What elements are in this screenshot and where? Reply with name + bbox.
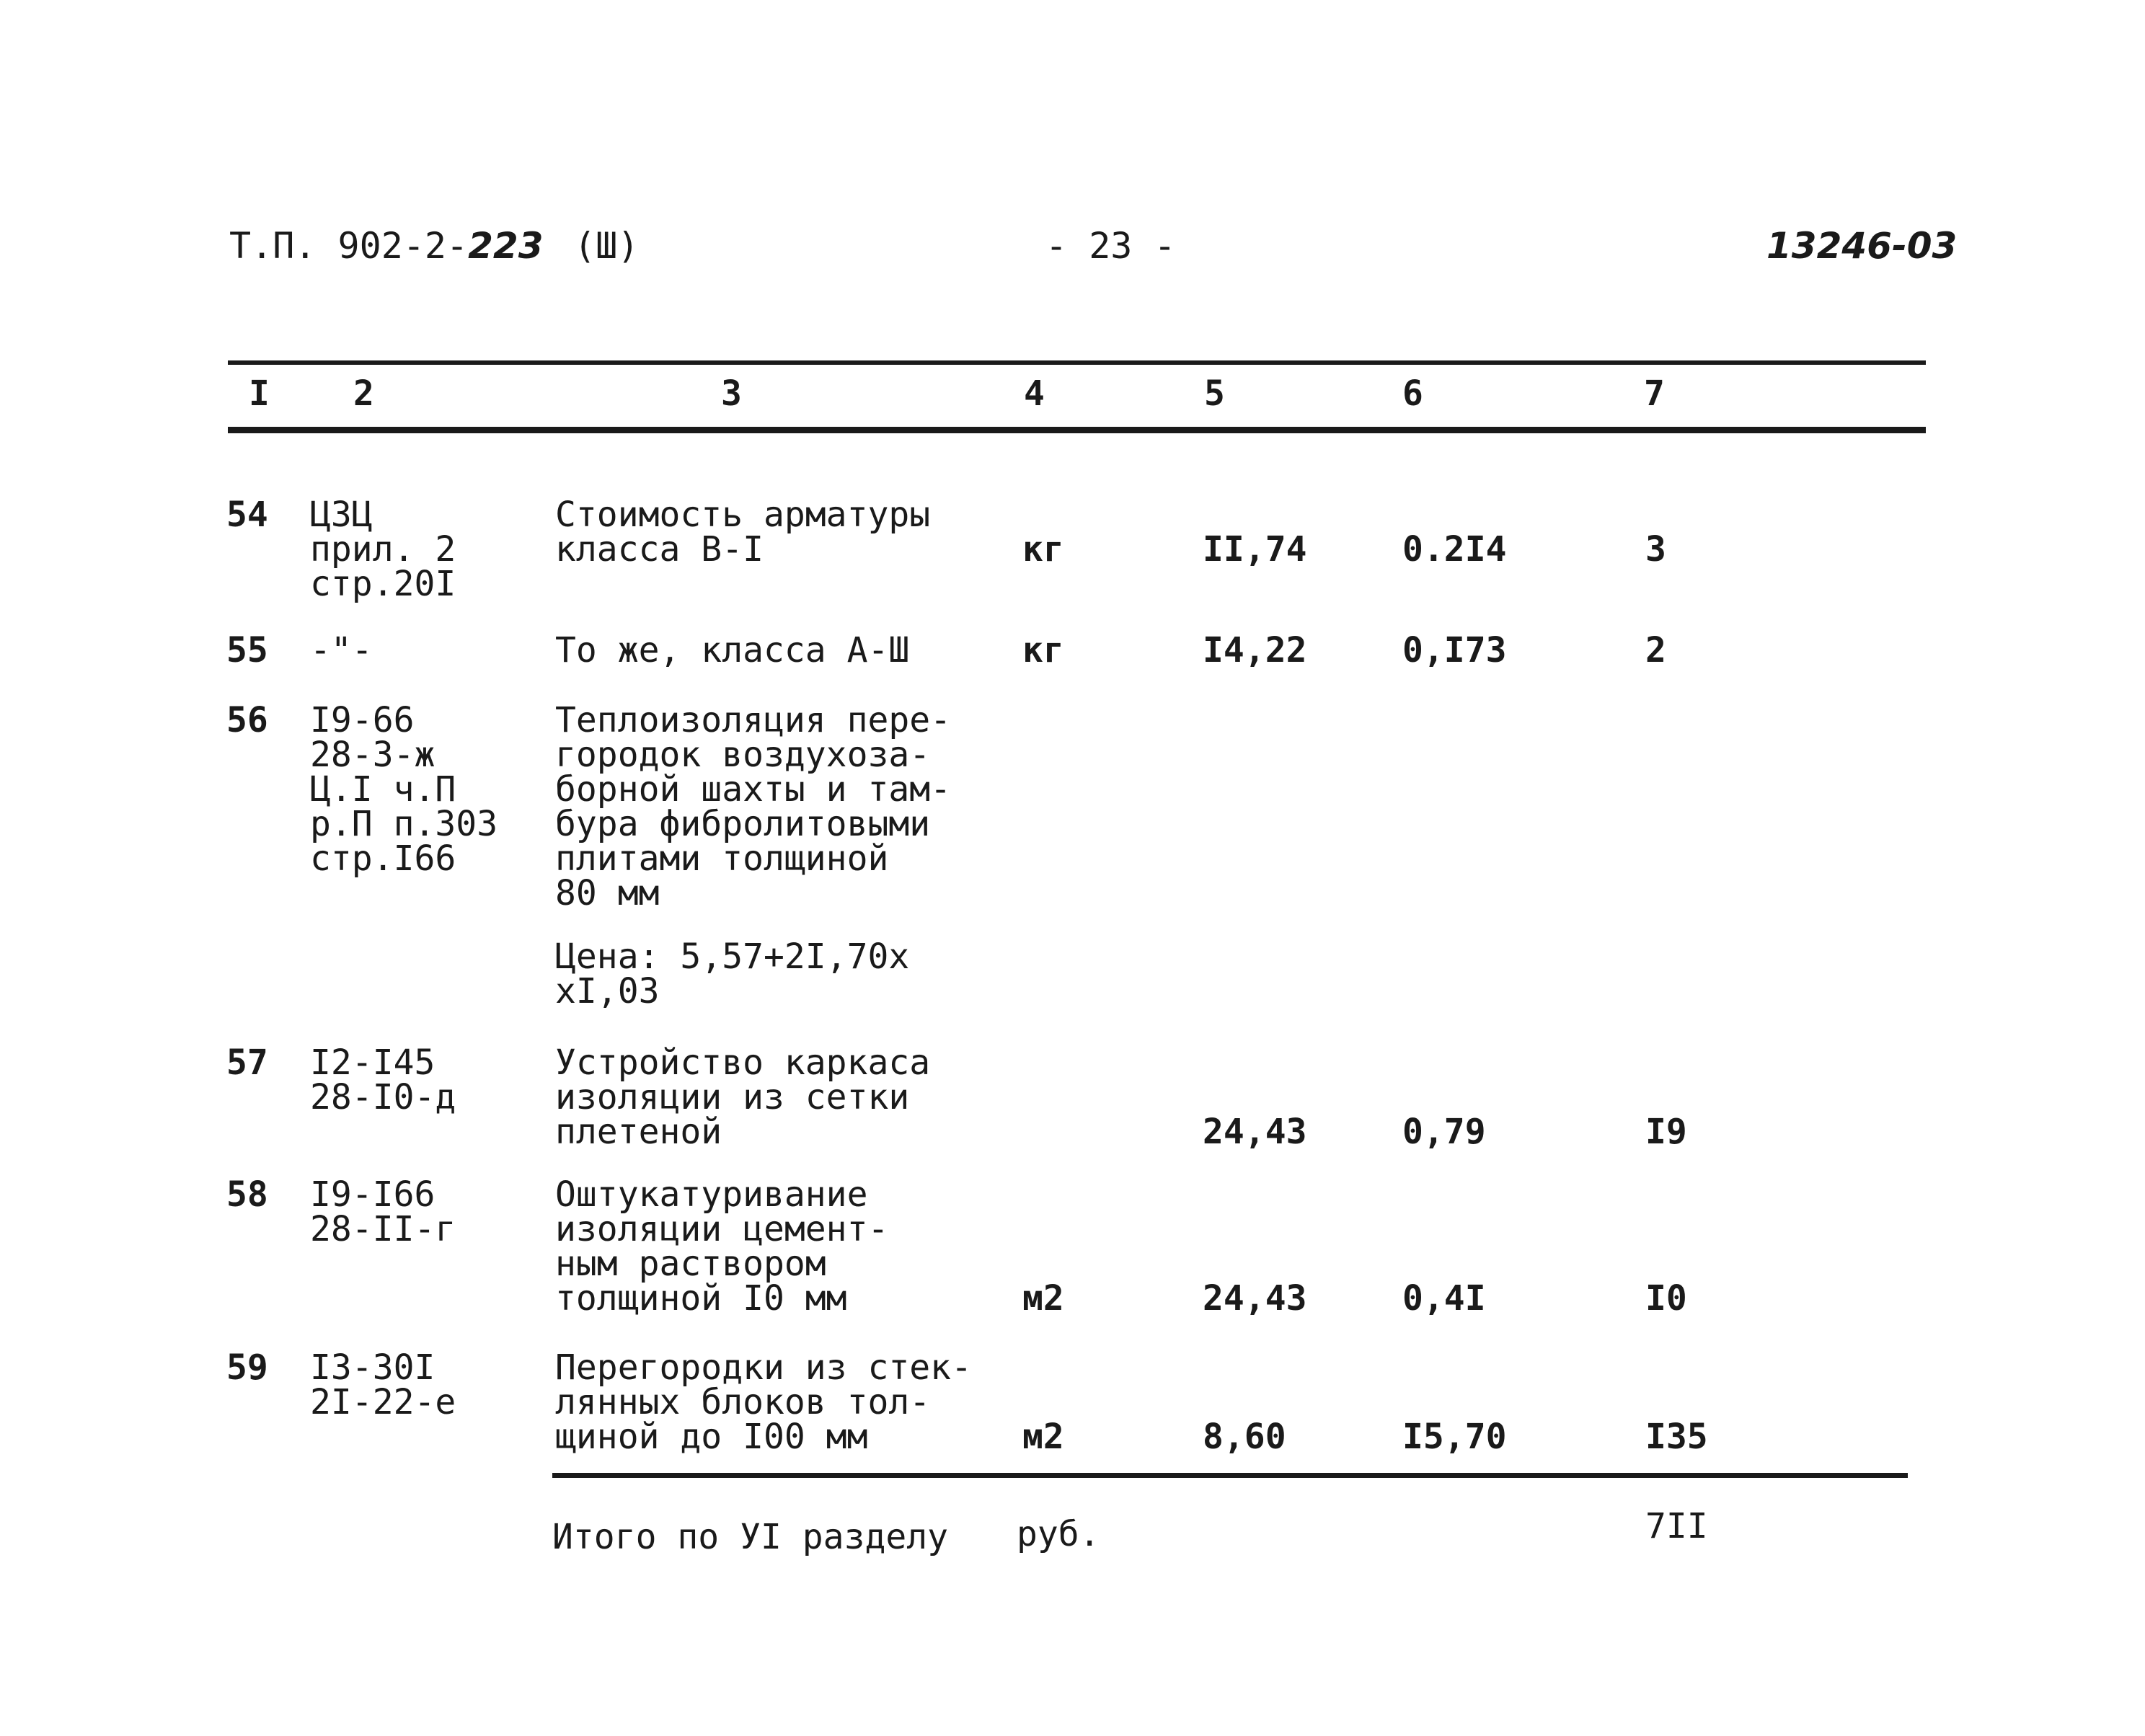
ref-line: 2I-22-е — [310, 1382, 456, 1422]
doc-ref — [229, 225, 544, 267]
price-formula-line: хI,03 — [555, 971, 660, 1011]
row-number: 55 — [226, 630, 268, 670]
ref-line: р.П п.303 — [310, 804, 498, 844]
desc-line: Оштукатуривание — [555, 1174, 868, 1215]
ref-line: Ц.I ч.П — [310, 769, 456, 810]
ref-line: стр.I66 — [310, 838, 456, 879]
ref-line: -"- — [310, 630, 373, 670]
col6-cell: 0,79 — [1402, 1112, 1486, 1152]
desc-line: Стоимость арматуры — [555, 495, 931, 535]
col5-cell: 24,43 — [1203, 1278, 1307, 1319]
doc-ref-printed: Т.П. 902-2- — [229, 225, 469, 267]
col-num-2: 2 — [353, 373, 374, 414]
total-value: 7II — [1645, 1506, 1708, 1546]
desc-line: ным раствором — [555, 1244, 826, 1284]
desc-line: Устройство каркаса — [555, 1042, 931, 1083]
ref-line: 28-II-г — [310, 1209, 456, 1249]
total-unit: руб. — [1017, 1514, 1100, 1554]
col6-cell: I5,70 — [1402, 1417, 1507, 1457]
col-num-5: 5 — [1204, 373, 1225, 414]
desc-line: изоляции цемент- — [555, 1209, 889, 1249]
table-header-rule — [228, 427, 1926, 433]
col6-cell: 0,4I — [1402, 1278, 1486, 1319]
col6-cell: 0,I73 — [1402, 630, 1507, 670]
page-number: - 23 - — [1045, 225, 1176, 267]
col-num-6: 6 — [1402, 373, 1423, 414]
unit-cell: м2 — [1022, 1278, 1064, 1319]
col7-cell: 3 — [1645, 529, 1666, 570]
col7-cell: 2 — [1645, 630, 1666, 670]
unit-cell: м2 — [1022, 1417, 1064, 1457]
ref-line: I9-66 — [310, 700, 415, 740]
doc-ref-handwritten: 223 — [468, 225, 544, 267]
col7-cell: I9 — [1645, 1112, 1687, 1152]
desc-line: борной шахты и там- — [555, 769, 952, 810]
col5-cell: II,74 — [1203, 529, 1307, 570]
ref-line: I3-30I — [310, 1347, 435, 1388]
col-num-3: 3 — [721, 373, 742, 414]
unit-cell: кг — [1022, 529, 1064, 570]
ref-line: I2-I45 — [310, 1042, 435, 1083]
col7-cell: I35 — [1645, 1417, 1708, 1457]
col5-cell: 24,43 — [1203, 1112, 1307, 1152]
total-rule — [552, 1473, 1908, 1478]
ref-line: 28-I0-д — [310, 1077, 456, 1117]
desc-line: 80 мм — [555, 873, 660, 913]
desc-line: толщиной I0 мм — [555, 1278, 847, 1319]
desc-line: плитами толщиной — [555, 838, 889, 879]
desc-line: щиной до I00 мм — [555, 1417, 868, 1457]
desc-line: бура фибролитовыми — [555, 804, 931, 844]
desc-line: класса В-I — [555, 529, 764, 570]
row-number: 59 — [226, 1347, 268, 1388]
table-top-rule — [228, 360, 1926, 365]
desc-line: изоляции из сетки — [555, 1077, 910, 1117]
stamp-number: 13246-03 — [1766, 225, 1958, 267]
row-number: 56 — [226, 700, 268, 740]
row-number: 54 — [226, 495, 268, 535]
desc-line: То же, класса А-Ш — [555, 630, 910, 670]
ref-line: прил. 2 — [310, 529, 456, 570]
volume-mark: (Ш) — [574, 225, 640, 267]
desc-line: Теплоизоляция пере- — [555, 700, 952, 740]
col-num-1: I — [249, 373, 270, 414]
desc-line: плетеной — [555, 1112, 722, 1152]
row-number: 57 — [226, 1042, 268, 1083]
desc-line: Перегородки из стек- — [555, 1347, 972, 1388]
total-label: Итого по УI разделу — [552, 1517, 949, 1557]
row-number: 58 — [226, 1174, 268, 1215]
col7-cell: I0 — [1645, 1278, 1687, 1319]
ref-line: стр.20I — [310, 564, 456, 604]
col-num-7: 7 — [1644, 373, 1665, 414]
desc-line: лянных блоков тол- — [555, 1382, 931, 1422]
desc-line: городок воздухоза- — [555, 735, 931, 775]
col5-cell: I4,22 — [1203, 630, 1307, 670]
col6-cell: 0.2I4 — [1402, 529, 1507, 570]
ref-line: ЦЗЦ — [310, 495, 373, 535]
col-num-4: 4 — [1024, 373, 1045, 414]
col5-cell: 8,60 — [1203, 1417, 1286, 1457]
ref-line: 28-3-ж — [310, 735, 435, 775]
price-formula-line: Цена: 5,57+2I,70х — [555, 936, 910, 977]
unit-cell: кг — [1022, 630, 1064, 670]
ref-line: I9-I66 — [310, 1174, 435, 1215]
